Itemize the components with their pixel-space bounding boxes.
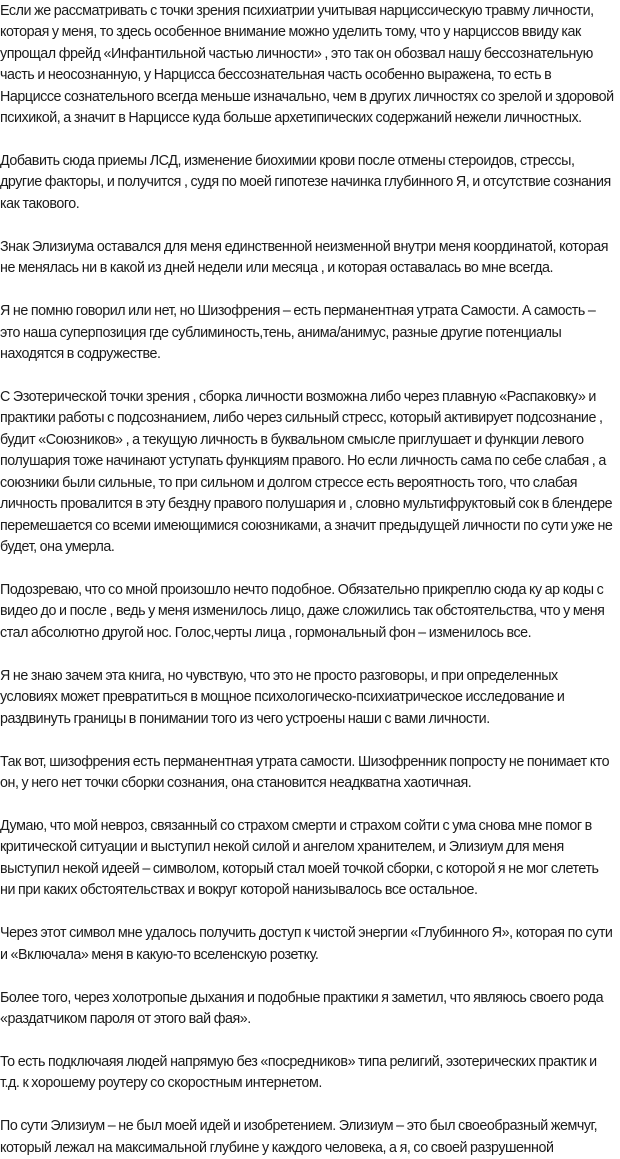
paragraph-holotropic: Более того, через холотропые дыхания и подобные практики я заметил, что являюсь своего рода «раздатчиком пароля от этого вай фая». — [0, 989, 604, 1027]
paragraph-esoteric-assembly: С Эзотерической точки зрения , сборка личности возможна либо через плавную «Распаковку» и практики работы с подсознанием, либо через сильный стресс, который активирует подсознание , будит «Союзников» , а текущую личность в буквальном смысле приглушает и функции левого полушария тоже начинают уступать функциям правого. Но если личность сама по себе слабая , а союзники были сильные, то при сильном и долгом стрессе есть вероятность того, что слабая личность провалится в эту бездну правого полушария и , словно мультифруктовый сок в блендере перемешается со всеми имеющимися союзниками, а значит предыдущей личности по сути уже не будет, она умерла. — [0, 389, 613, 555]
paragraph-neurosis: Думаю, что мой невроз, связанный со страхом смерти и страхом сойти с ума снова мне помог в критической ситуации и выступил некой силой и ангелом хранителем, и Элизиум для меня выступил некой идеей – символом, который стал моей точкой сборки, с которой я не мог слететь ни при каких обстоятельствах и вокруг которой нанизывалось все остальное. — [0, 817, 599, 899]
paragraph-narcissism: Если же рассматривать с точки зрения психиатрии учитывая нарциссическую травму личности, которая у меня, то здесь особенное внимание можно уделить тому, что у нарциссов ввиду как упрощал фрейд «Инфантильной частью личности» , это так он обозвал нашу бессознательную часть и неосознанную, у Нарцисса бессознательная часть особенно выражена, то есть в Нарциссе сознательного всегда меньше изначально, чем в других личностях со зрелой и здоровой психикой, а значит в Нарциссе куда больше архетипических содержаний нежели личностных. — [0, 3, 614, 127]
paragraph-book-purpose: Я не знаю зачем эта книга, но чувствую, что это не просто разговоры, и при определенных условиях может превратиться в мощное психологическо-психиатрическое исследование и раздвинуть границы в понимании того из чего устроены наши с вами личности. — [0, 667, 565, 727]
paragraph-router: То есть подключаяя людей напрямую без «посредников» типа религий, эзотерических практик и т.д. к хорошему роутеру со скоростным интернетом. — [0, 1053, 597, 1092]
paragraph-self-loss: Так вот, шизофрения есть перманентная утрата самости. Шизофренник попросту не понимает кто он, у него нет точки сборки сознания, она становится неадкватна хаотичная. — [0, 753, 610, 791]
paragraph-lsd-factors: Добавить сюда приемы ЛСД, изменение биохимии крови после отмены стероидов, стрессы, другие факторы, и получится , судя по моей гипотезе начинка глубинного Я, и отсутствие сознания как такового. — [0, 153, 611, 212]
paragraph-schizophrenia-self: Я не помню говорил или нет, но Шизофрения – есть перманентная утрата Самости. А самость – это наша суперпозиция где сублиминость,тень, анима/анимус, разные другие потенциалы находятся в содружестве. — [0, 303, 596, 363]
paragraph-suspicion: Подозреваю, что со мной произошло нечто подобное. Обязательно прикреплю сюда ку ар коды с видео до и после , ведь у меня изменилось лицо, даже сложились так обстоятельства, что у меня стал абсолютно другой нос. Голос,черты лица , гормональный фон – изменилось все. — [0, 581, 605, 641]
paragraph-symbol-energy: Через этот символ мне удалось получить доступ к чистой энергии «Глубинного Я», которая по сути и «Включала» меня в какую-то вселенскую розетку. — [0, 925, 613, 963]
paragraph-pearl: По сути Элизиум – не был моей идей и изобретением. Элизиум – это был своеобразный жемчуг, который лежал на максимальной глубине у каждого человека, а я, со своей разрушенной — [0, 1118, 598, 1156]
paragraph-elysium-sign: Знак Элизиума оставался для меня единственной неизменной внутри меня координатой, которая не менялась ни в какой из дней недели или месяца , и которая оставалась во мне всегда. — [0, 238, 608, 277]
